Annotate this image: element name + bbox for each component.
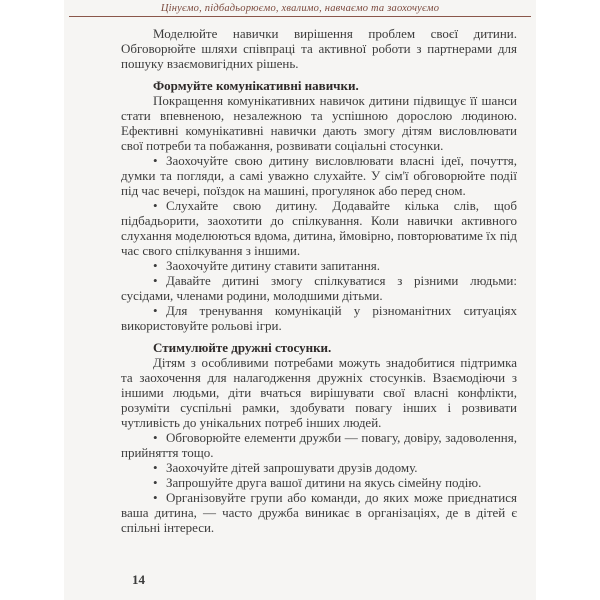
bullet-text: Обговорюйте елементи дружби — повагу, довіру, задоволення, прийняття тощо. xyxy=(121,430,517,460)
paragraph: Моделюйте навички вирішення проблем своєї дитини. Обговорюйте шляхи співпраці та активної роботи з партнерами для пошуку взаємовигідних рішень. xyxy=(121,26,517,71)
bullet-item: • Для тренування комунікацій у різноманітних ситуаціях використовуйте рольові ігри. xyxy=(121,303,517,333)
bullet-text: Слухайте свою дитину. Додавайте кілька слів, щоб підбадьорити, заохотити до спілкування. Коли навички активного слухання моделюються вдома, дитина, ймовірно, повторюватиме їх під час свого спілкування з іншими. xyxy=(121,198,517,258)
bullet-text: Давайте дитині змогу спілкуватися з різними людьми: сусідами, членами родини, молодшими дітьми. xyxy=(121,273,517,303)
paragraph: Дітям з особливими потребами можуть знадобитися підтримка та заохочення для налагодження дружніх стосунків. Взаємодіючи з іншими людьми, діти вчаться вирішувати свої власні конфлікти, розуміти суспільні рамки, здобувати повагу інших і розвивати чутливість до унікальних потреб інших людей. xyxy=(121,355,517,430)
bullet-item: • Слухайте свою дитину. Додавайте кілька слів, щоб підбадьорити, заохотити до спілкування. Коли навички активного слухання моделюються вдома, дитина, ймовірно, повторюватиме їх під час свого спілкування з іншими. xyxy=(121,198,517,258)
page-number: 14 xyxy=(132,572,145,587)
bullet-item: • Давайте дитині змогу спілкуватися з різними людьми: сусідами, членами родини, молодшими дітьми. xyxy=(121,273,517,303)
bullet-text: Заохочуйте дітей запрошувати друзів додому. xyxy=(166,460,418,475)
bullet-text: Для тренування комунікацій у різноманітних ситуаціях використовуйте рольові ігри. xyxy=(121,303,517,333)
bullet-item: • Організовуйте групи або команди, до яких може приєднатися ваша дитина, — часто дружба виникає в організаціях, де в дітей є спільні інтереси. xyxy=(121,490,517,535)
bullet-item: • Заохочуйте дитину ставити запитання. xyxy=(153,258,381,273)
bullet-item: • Обговорюйте елементи дружби — повагу, довіру, задоволення, прийняття тощо. xyxy=(121,430,517,460)
bullet-item: • Запрошуйте друга вашої дитини на якусь сімейну подію. xyxy=(153,475,482,490)
bullet-text: Заохочуйте дитину ставити запитання. xyxy=(166,258,381,273)
bullet-text: Запрошуйте друга вашої дитини на якусь сімейну подію. xyxy=(166,475,482,490)
header-rule xyxy=(69,16,531,17)
bullet-text: Організовуйте групи або команди, до яких може приєднатися ваша дитина, — часто дружба виникає в організаціях, де в дітей є спільні інтереси. xyxy=(121,490,517,535)
book-page xyxy=(64,0,536,600)
bullet-item: • Заохочуйте свою дитину висловлювати власні ідеї, почуття, думки та погляди, а самі уважно слухайте. У сім'ї обговорюйте події під час вечері, поїздок на машині, прогулянок або перед сном. xyxy=(121,153,517,198)
paragraph: Покращення комунікативних навичок дитини підвищує її шанси стати впевненою, незалежною та успішною дорослою людиною. Ефективні комунікативні навички дають змогу дітям висловлювати свої потреби та побажання, розвивати соціальні стосунки. xyxy=(121,93,517,153)
running-header: Цінуємо, підбадьорюємо, хвалимо, навчаємо та заохочуємо xyxy=(160,3,440,14)
section-heading: Формуйте комунікативні навички. xyxy=(153,78,359,93)
section-heading: Стимулюйте дружні стосунки. xyxy=(153,340,332,355)
page-content xyxy=(121,26,517,535)
bullet-text: Заохочуйте свою дитину висловлювати власні ідеї, почуття, думки та погляди, а самі уважно слухайте. У сім'ї обговорюйте події під час вечері, поїздок на машині, прогулянок або перед сном. xyxy=(121,153,517,198)
bullet-item: • Заохочуйте дітей запрошувати друзів додому. xyxy=(153,460,418,475)
